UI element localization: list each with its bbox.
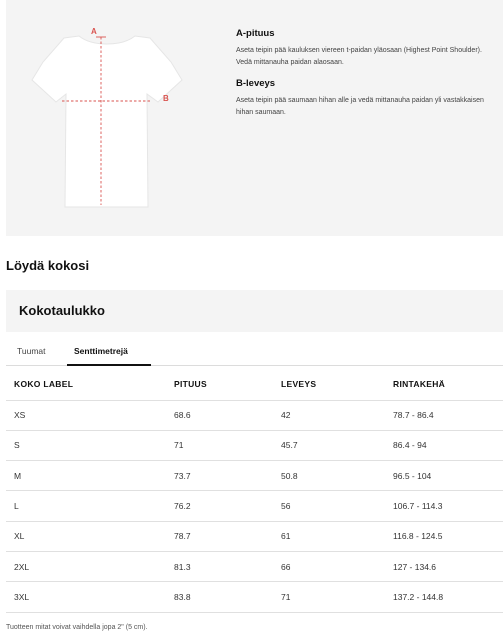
chest-cell: 116.8 - 124.5: [393, 521, 503, 551]
chest-cell: 86.4 - 94: [393, 430, 503, 460]
table-row: [6, 400, 503, 430]
width-cell: 42: [281, 400, 393, 430]
chest-cell: 137.2 - 144.8: [393, 582, 503, 612]
measurement-guide: [6, 0, 503, 236]
size-cell: XL: [6, 521, 174, 551]
width-cell: 45.7: [281, 430, 393, 460]
find-size-title: Löydä kokosi: [6, 258, 90, 273]
size-chart-header: [6, 290, 503, 332]
table-row: [6, 521, 503, 551]
chest-cell: 96.5 - 104: [393, 461, 503, 491]
size-cell: M: [6, 461, 174, 491]
length-cell: 76.2: [174, 491, 281, 521]
size-cell: 2XL: [6, 551, 174, 581]
width-cell: 56: [281, 491, 393, 521]
size-cell: 3XL: [6, 582, 174, 612]
a-length-description: Aseta teipin pää kauluksen viereen t-paidan yläosaan (Highest Point Shoulder). Vedä mittanauha paidan alaosaan.: [236, 47, 482, 66]
a-length-section: [236, 28, 498, 69]
width-cell: 50.8: [281, 461, 393, 491]
length-cell: 81.3: [174, 551, 281, 581]
width-cell: 71: [281, 582, 393, 612]
length-cell: 68.6: [174, 400, 281, 430]
column-header-chest: RINTAKEHÄ: [393, 368, 503, 400]
chest-cell: 78.7 - 86.4: [393, 400, 503, 430]
length-cell: 71: [174, 430, 281, 460]
length-cell: 78.7: [174, 521, 281, 551]
table-row: [6, 461, 503, 491]
b-width-section: [236, 78, 498, 119]
table-row: [6, 430, 503, 460]
size-cell: L: [6, 491, 174, 521]
table-row: [6, 491, 503, 521]
width-cell: 61: [281, 521, 393, 551]
unit-tabs: [6, 340, 503, 366]
size-cell: S: [6, 430, 174, 460]
chest-cell: 106.7 - 114.3: [393, 491, 503, 521]
width-cell: 66: [281, 551, 393, 581]
column-header-length: PITUUS: [174, 368, 281, 400]
tshirt-illustration: [6, 0, 216, 236]
column-header-size-label: KOKO LABEL: [6, 368, 174, 400]
a-length-heading: A-pituus: [236, 28, 275, 39]
table-row: [6, 551, 503, 581]
length-cell: 83.8: [174, 582, 281, 612]
table-row: [6, 582, 503, 612]
tab-inches[interactable]: Tuumat: [17, 346, 46, 356]
size-cell: XS: [6, 400, 174, 430]
chest-cell: 127 - 134.6: [393, 551, 503, 581]
tab-centimeters[interactable]: Senttimetrejä: [67, 346, 151, 366]
column-header-width: LEVEYS: [281, 368, 393, 400]
a-marker: A: [91, 27, 97, 36]
b-width-description: Aseta teipin pää saumaan hihan alle ja vedä mittanauha paidan yli vastakkaisen hihan saumaan.: [236, 97, 484, 116]
b-marker: B: [163, 94, 169, 103]
size-table: [6, 368, 503, 613]
size-chart-title: Kokotaulukko: [19, 303, 105, 318]
b-width-heading: B-leveys: [236, 78, 276, 89]
length-cell: 73.7: [174, 461, 281, 491]
tshirt-diagram: [6, 0, 216, 236]
guide-text: [236, 28, 498, 128]
table-header-row: [6, 368, 503, 400]
tshirt-icon: [32, 36, 182, 207]
size-disclaimer: Tuotteen mitat voivat vaihdella jopa 2" (5 cm).: [6, 624, 148, 631]
